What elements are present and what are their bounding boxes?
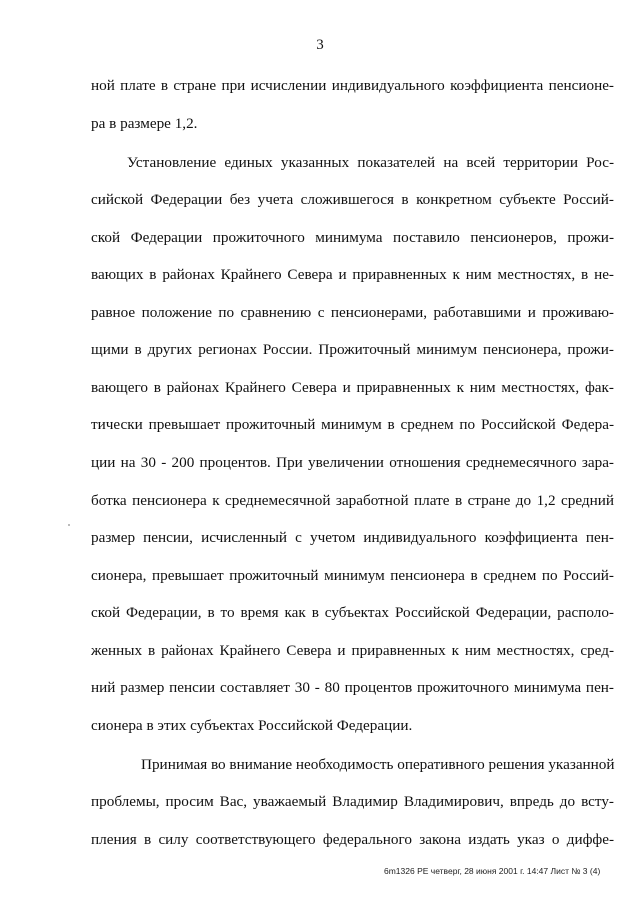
text-line: ний размер пенсии составляет 30 - 80 процентов прожиточного минимума пен- <box>91 679 614 696</box>
text-line: ской Федерации прожиточного минимума поставило пенсионеров, прожи- <box>91 229 614 246</box>
text-line: ной плате в стране при исчислении индивидуального коэффициента пенсионе- <box>91 77 614 94</box>
text-line: ра в размере 1,2. <box>91 115 198 132</box>
text-line: пления в силу соответствующего федерального закона издать указ о диффе- <box>91 831 614 848</box>
paragraph-start-line: Установление единых указанных показателей на всей территории Рос- <box>127 154 614 171</box>
page-number: 3 <box>316 37 324 53</box>
text-line: сионера в этих субъектах Российской Федерации. <box>91 717 413 734</box>
text-line: ботка пенсионера к среднемесячной заработной плате в стране до 1,2 средний <box>91 492 614 509</box>
text-line: равное положение по сравнению с пенсионерами, работавшими и проживаю- <box>91 304 614 321</box>
text-line: женных в районах Крайнего Севера и приравненных к ним местностях, сред- <box>91 642 614 659</box>
text-line: проблемы, просим Вас, уважаемый Владимир Владимирович, впредь до всту- <box>91 793 614 810</box>
text-line: тически превышает прожиточный минимум в среднем по Российской Федера- <box>91 416 614 433</box>
scan-mark <box>68 524 70 526</box>
text-line: сийской Федерации без учета сложившегося в конкретном субъекте Россий- <box>91 191 614 208</box>
text-line: вающих в районах Крайнего Севера и приравненных к ним местностях, в не- <box>91 266 614 283</box>
text-line: размер пенсии, исчисленный с учетом индивидуального коэффициента пен- <box>91 529 614 546</box>
text-line: щими в других регионах России. Прожиточный минимум пенсионера, прожи- <box>91 341 614 358</box>
text-line: вающего в районах Крайнего Севера и приравненных к ним местностях, фак- <box>91 379 614 396</box>
document-footer: 6m1326 PE четверг, 28 июня 2001 г. 14:47 Лист № 3 (4) <box>384 866 601 876</box>
text-line: ской Федерации, в то время как в субъектах Российской Федерации, располо- <box>91 604 614 621</box>
text-line: ции на 30 - 200 процентов. При увеличении отношения среднемесячного зара- <box>91 454 614 471</box>
text-line: сионера, превышает прожиточный минимум пенсионера в среднем по Россий- <box>91 567 614 584</box>
paragraph-start-line: Принимая во внимание необходимость оперативного решения указанной <box>141 756 615 773</box>
